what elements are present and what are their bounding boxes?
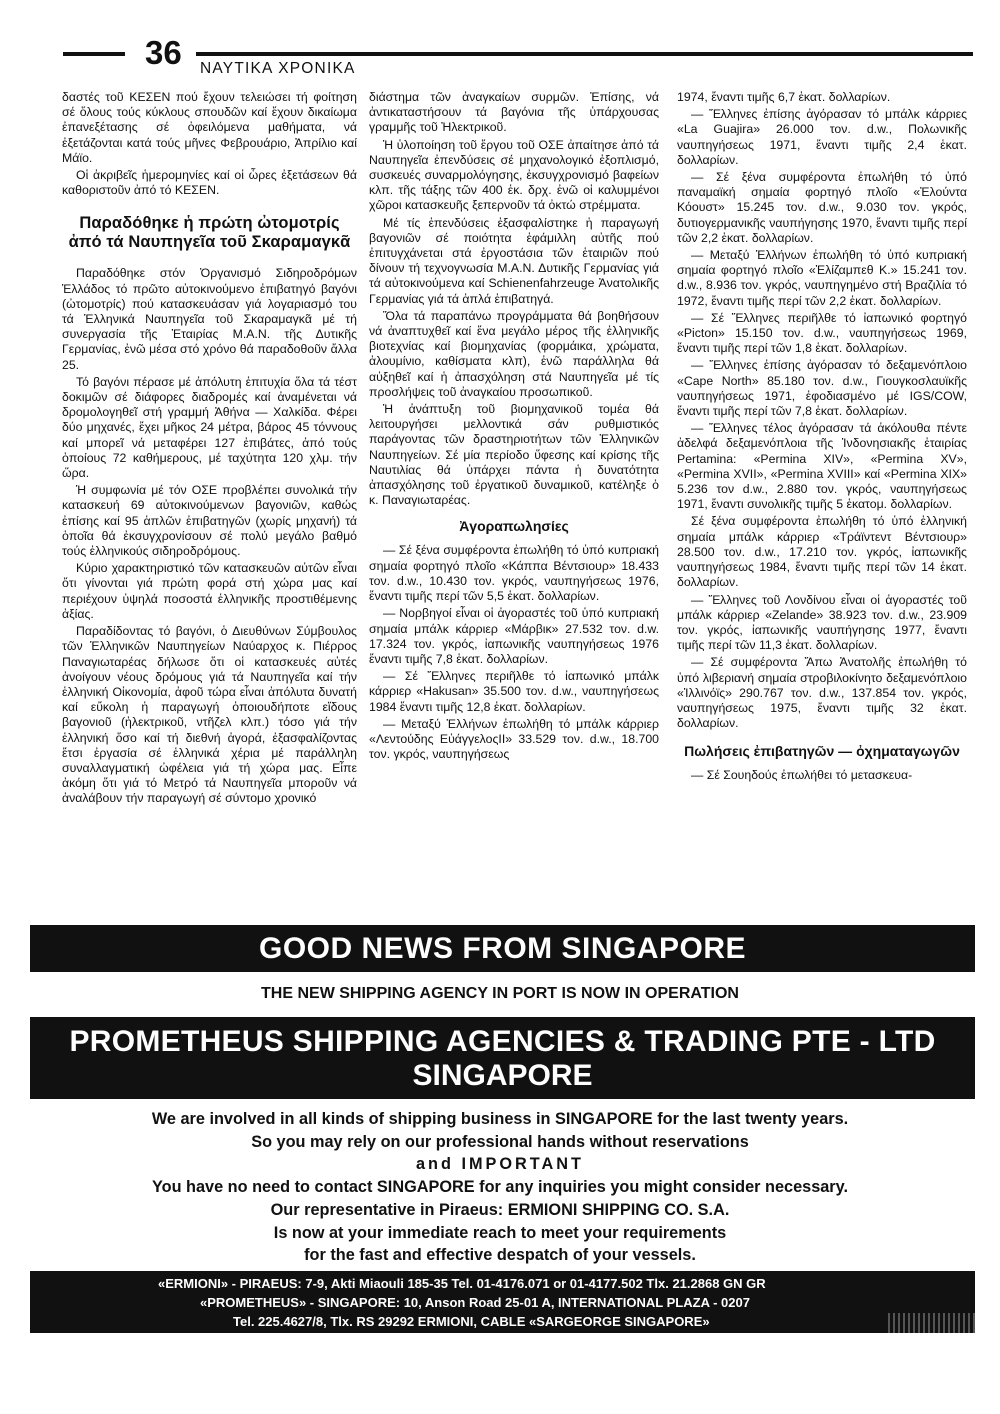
passenger-sales-item: — Σέ Σουηδούς ἐπωλήθει τό μετασκευα- [691, 768, 913, 783]
article2-paragraph: Ἡ ὑλοποίηση τοῦ ἔργου τοῦ ΟΣΕ ἀπαίτησε ἀπό τά Ναυπηγεῖα ἐπενδύσεις σέ μηχανολογικό ἐξοπλισμό, συσκευές συναρμολόγησης, ἐκσυγχρονισμό βαφείων κλπ. τῆς τάξης τῶν 400 ἑκ. δρχ. ἐνῶ οἱ καλυμμένοι χῶροι κατασκευῆς ξεπερνοῦν τά ὀκτώ στρέμματα. [369, 137, 659, 213]
ad-company-city: SINGAPORE [412, 1059, 593, 1092]
ad-body-line: and IMPORTANT [415, 1155, 585, 1174]
header-rule-right [196, 52, 973, 56]
page-header [63, 34, 973, 80]
sales-item: — Σέ ξένα συμφέροντα ἐπωλήθη τό ὑπό κυπριακή σημαία φορτηγό πλοῖο «Κάππα Βέντσιουρ» 18.433 τον. d.w., 10.430 τον. γκρός, ναυπηγήσεως 1976, ἔναντι τιμῆς περί τῶν 5,5 ἑκατ. δολλαρίων. [369, 543, 659, 604]
sales-item: — Ἕλληνες τέλος ἀγόρασαν τά ἀκόλουθα πέντε ἀδελφά δεξαμενόπλοια τῆς Ἰνδονησιακῆς ἑταιρίας Pertamina: «Permina XIV», «Permina XV», «Permina XVII», «Permina XVIII» καί «Permina XIX» 5.236 τον d.w., 2.880 τον. γκρός, ναυπηγήσεως 1971, ἔναντι συνολικῆς τιμῆς 5 ἑκατομ. δολλαρίων. [677, 421, 967, 512]
article2-paragraph: Τό βαγόνι πέρασε μέ ἀπόλυτη ἐπιτυχία ὅλα τά τέστ δοκιμῶν σέ διάφορες διαδρομές καί ἀναμένεται νά δρομολογηθεῖ στή γραμμή Ἀθήνα — Χαλκίδα. Φέρει δύο μηχανές, ἔχει μῆκος 24 μέτρα, βάρος 45 τόννους καί μπορεῖ νά μεταφέρει 127 ἐπιβάτες, ἀπό τούς ὁποίους 72 καθήμερους, μέ ταχύτητα 120 χλμ. τήν ὥρα. [62, 374, 357, 481]
ad-contact-line: «PROMETHEUS» - SINGAPORE: 10, Anson Road 25-01 A, INTERNATIONAL PLAZA - 0207 [200, 1295, 750, 1310]
sales-item: Σέ ξένα συμφέροντα ἐπωλήθη τό ὑπό ἑλληνική σημαία μπάλκ κάρριερ «Τράϊντεντ Βέντσιουρ» 28.500 τον. d.w., 17.210 τον. γκρός, ἰαπωνικῆς ναυπηγήσεως 1984, ἔναντι τιμῆς περί τῶν 14 ἑκατ. δολλαρίων. [677, 514, 967, 590]
ad-company-banner [30, 1017, 975, 1099]
sales-item: — Σέ συμφέροντα Ἄπω Ἀνατολῆς ἐπωλήθη τό ὑπό λιβεριανή σημαία στροβιλοκίνητο δεξαμενόπλοιο «Ἰλλινόϊς» 290.767 τον. d.w., 137.854 τον. γκρός, ναυπηγήσεως 1975, ἔναντι τιμῆς 32 ἑκατ. δολλαρίων. [677, 655, 967, 731]
ad-body-line: Our representative in Piraeus: ERMIONI SHIPPING CO. S.A. [270, 1200, 730, 1219]
sales-item: — Μεταξύ Ἑλλήνων ἐπωλήθη τό ὑπό κυπριακή σημαία φορτηγό πλοῖο «Ἐλίζαμπεθ Κ.» 15.241 τον. d.w., 8.936 τον. γκρός, ναυπηγημένο στή Βραζιλία τό 1972, ἔναντι τιμῆς περί τῶν 2,2 ἑκατ. δολλαρίων. [677, 248, 967, 308]
sales-item: — Σέ ξένα συμφέροντα ἐπωλήθη τό ὑπό παναμαϊκή σημαία φορτηγό πλοῖο «Ἐλούντα Κόουστ» 15.245 τον. d.w., 9.030 τον. γκρός, δυτιογερμανικῆς ναυπήγησης 1970, ἔναντι τιμῆς περί τῶν 2,2 ἑκατ. δολλαρίων. [677, 170, 967, 245]
header-rule-left [63, 52, 125, 56]
ad-body-line: for the fast and effective despatch of your vessels. [304, 1246, 696, 1265]
magazine-title: ΝΑΥΤΙΚΑ ΧΡΟΝΙΚΑ [200, 60, 356, 77]
sales-title: Ἀγοραπωλησίες [459, 518, 569, 535]
ad-body [0, 1108, 1000, 1267]
sales-item: — Νορβηγοί εἶναι οἱ ἀγοραστές τοῦ ὑπό κυπριακή σημαία μπάλκ κάρριερ «Μάρβικ» 27.532 τον. d.w. 17.324 τον. γκρός, ἰαπωνικῆς ναυπηγήσεως 1976 ἔναντι τιμῆς 7,8 ἑκατ. δολλαρίων. [369, 606, 659, 666]
sales-item: 1974, ἔναντι τιμῆς 6,7 ἑκατ. δολλαρίων. [677, 90, 891, 104]
article2-paragraph: Ὅλα τά παραπάνω προγράμματα θά βοηθήσουν νά ἀναπτυχθεῖ καί ἕνα μεγάλο μέρος τῆς ἑλληνικῆς βιοτεχνίας καί βιομηχανίας (φορμάικα, χρώματα, ἀλουμίνιο, καθίσματα κλπ), ἐνῶ παράλληλα θά αὐξηθεῖ καί ἡ ἀπασχόληση στά Ναυπηγεῖα μέ τίς προσλήψεις τοῦ ἀναγκαίου προσωπικοῦ. [369, 308, 659, 399]
article1-paragraph: δαστές τοῦ ΚΕΣΕΝ πού ἔχουν τελειώσει τή φοίτηση σέ ὅλους τούς κύκλους σπουδῶν καί ἔχουν δικαίωμα ἐπανεξέτασης σέ ὀφειλόμενα μαθήματα, νά ἐξετάζονται κατά τούς μῆνες Φεβρουάριο, Ἀπρίλιο καί Μάϊο. [62, 90, 357, 165]
ad-contact-line: «ERMIONI» - PIRAEUS: 7-9, Akti Miaouli 185-35 Tel. 01-4176.071 or 01-4177.502 Tlx. 21.2868 GN GR [158, 1276, 766, 1291]
article2-paragraph: Μέ τίς ἐπενδύσεις ἐξασφαλίστηκε ἡ παραγωγή βαγονιῶν σέ ποιότητα ἐφάμιλλη αὐτῆς πού ἐπιτυγχάνεται στά ἐργοστάσια τῶν ἑταιριῶν πού δίνουν τή τεχνογνωσία Μ.Α.Ν. Δυτικῆς Γερμανίας γιά τά αὐτοκινούμενα καί Schienenfahrzeuge Ἀνατολικῆς Γερμανίας γιά τά ἁπλά ἐπιβατηγά. [369, 215, 659, 306]
article1-paragraph: Οἱ ἀκριβεῖς ἡμερομηνίες καί οἱ ὧρες ἐξετάσεων θά καθοριστοῦν ἀπό τό ΚΕΣΕΝ. [62, 168, 357, 198]
sales-item: — Μεταξύ Ἑλλήνων ἐπωλήθη τό μπάλκ κάρριερ «Λεντούδης ΕὐάγγελοςΙΙ» 33.529 τον. d.w., 18.700 τον. γκρός, ναυπηγήσεως [369, 716, 659, 762]
article2-title: Παραδόθηκε ἡ πρώτη ὠτομοτρίς ἀπό τά Ναυπηγεῖα τοῦ Σκαραμαγκᾶ [68, 214, 351, 252]
sales-item: — Σέ Ἕλληνες περιῆλθε τό ἰαπωνικό μπάλκ κάρριερ «Hakusan» 35.500 τον. d.w., ναυπηγήσεως 1984 ἔναντι τιμῆς 12,8 ἑκατ. δολλαρίων. [369, 669, 659, 714]
article2-paragraph: διάστημα τῶν ἀναγκαίων συρμῶν. Ἐπίσης, νά ἀντικαταστήσουν τά βαγόνια τῆς ὑπάρχουσας γραμμῆς τοῦ Ἠλεκτρικοῦ. [369, 90, 659, 135]
sales-item: — Ἕλληνες τοῦ Λονδίνου εἶναι οἱ ἀγοραστές τοῦ μπάλκ κάρριερ «Zelande» 38.923 τον. d.w., 23.909 τον. γκρός, ἰαπωνικῆς ναυπήγησης 1977, ἔναντι τιμῆς περί τῶν 11,3 ἑκατ. δολλαρίων. [677, 592, 967, 653]
ad-body-line: We are involved in all kinds of shipping business in SINGAPORE for the last twenty years. [151, 1110, 849, 1128]
ad-contact-line: Tel. 225.4627/8, Tlx. RS 29292 ERMIONI, CABLE «SARGEORGE SINGAPORE» [233, 1314, 710, 1329]
print-smudge [885, 1313, 975, 1333]
ad-body-line: You have no need to contact SINGAPORE for any inquiries you might consider necessary. [151, 1178, 849, 1197]
ad-company-name: PROMETHEUS SHIPPING AGENCIES & TRADING PTE - LTD [69, 1025, 936, 1058]
article2-paragraph: Παραδίδοντας τό βαγόνι, ὁ Διευθύνων Σύμβουλος τῶν Ἑλληνικῶν Ναυπηγείων Ναύαρχος κ. Πιέρρος Παναγιωταρέας δήλωσε ὅτι οἱ κατασκευές αὐτές ἀνοίγουν νέους δρόμους γιά τά Ναυπηγεῖα καί τήν ἑλληνική Οἰκονομία, ἀφοῦ τώρα εἶναι ἀπόλυτα δυνατή καί εὔκολη ἡ παραγωγή ὁποιουδήποτε εἴδους βαγονιοῦ (ἠλεκτρικοῦ, ντῆζελ κλπ.) τόσο γιά τήν ἑλληνική ὅσο καί τή διεθνή ἀγορά, ἐξασφαλίζοντας ἔτσι ἐργασία σέ ἑλληνικά χέρια μέ παράλληλη συναλλαγματική ὠφέλεια γιά τή χώρα μας. Εἶπε ἀκόμη ὅτι γιά τό Μετρό τά Ναυπηγεῖα μποροῦν νά ἀναλάβουν τήν παραγωγή σέ σύντομο χρονικό [62, 624, 357, 806]
column-1 [62, 90, 357, 809]
article2-paragraph: Κύριο χαρακτηριστικό τῶν κατασκευῶν αὐτῶν εἶναι ὅτι γίνονται γιά πρώτη φορά στή χώρα μας καί περιέχουν ὑψηλά ποσοστά ἑλληνικῆς προστιθέμενης ἀξίας. [62, 561, 357, 621]
sales-item: — Σέ Ἕλληνες περιῆλθε τό ἰαπωνικό φορτηγό «Picton» 15.150 τον. d.w., ναυπηγήσεως 1969, ἔναντι τιμῆς περί τῶν 1,8 ἑκατ. δολλαρίων. [677, 310, 967, 356]
sales-item: — Ἕλληνες ἐπίσης ἀγόρασαν τό δεξαμενόπλοιο «Cape North» 85.180 τον. d.w., Γιουγκοσλαυϊκῆς ναυπηγήσεως 1971, ἐφοδιασμένο μέ IGS/COW, ἔναντι τιμῆς περί τῶν 7,8 ἑκατ. δολλαρίων. [677, 358, 967, 419]
article2-paragraph: Ἡ συμφωνία μέ τόν ΟΣΕ προβλέπει συνολικά τήν κατασκευή 69 αὐτοκινούμενων βαγονιῶν, καθώς ἐπίσης καί 95 ἁπλῶν ἐπιβατηγῶν (χωρίς μηχανή) τά ὁποῖα θά ἐκσυγχρονίσουν σέ πολύ μεγάλο βαθμό τούς ἑλληνικούς σιδηροδρόμους. [62, 483, 357, 559]
ad-body-line: So you may rely on our professional hands without reservations [251, 1132, 749, 1151]
page-number: 36 [145, 34, 182, 71]
passenger-sales-title: Πωλήσεις ἐπιβατηγῶν — ὀχηματαγωγῶν [684, 743, 960, 760]
column-2 [369, 90, 659, 764]
column-3 [677, 90, 967, 786]
ad-contacts [30, 1271, 975, 1333]
ad-subheadline: THE NEW SHIPPING AGENCY IN PORT IS NOW IN OPERATION [261, 985, 739, 1002]
article2-paragraph: Ἡ ἀνάπτυξη τοῦ βιομηχανικοῦ τομέα θά λειτουργήσει μελλοντικά σάν ρυθμιστικός παράγοντας τῶν δραστηριοτήτων τῶν Ἑλληνικῶν Ναυπηγείων. Σέ μία περίοδο ὕφεσης καί κρίσης τῆς Ναυτιλίας θά ὑπάρχει πάντα ἡ δυνατότητα ἀπασχόλησης τοῦ ἐργατικοῦ δυναμικοῦ, κατέληξε ὁ κ. Παναγιωταρέας. [369, 402, 659, 508]
ad-body-line: Is now at your immediate reach to meet your requirements [273, 1223, 727, 1242]
ad-headline: GOOD NEWS FROM SINGAPORE [30, 925, 975, 972]
article2-paragraph: Παραδόθηκε στόν Ὀργανισμό Σιδηροδρόμων Ἑλλάδος τό πρῶτο αὐτοκινούμενο ἐπιβατηγό βαγόνι (ὠτομοτρίς) πού κατασκευάσαν γιά λογαριασμό του τά Ἑλληνικά Ναυπηγεῖα τοῦ Σκαραμαγκᾶ μέ τή συνεργασία τῆς Ἑταιρίας Μ.Α.Ν. τῆς Δυτικῆς Γερμανίας, ἐνῶ μέσα στό χρόνο θά παραδοθοῦν ἄλλα 25. [62, 266, 357, 372]
sales-item: — Ἕλληνες ἐπίσης ἀγόρασαν τό μπάλκ κάρριες «La Guajira» 26.000 τον. d.w., Πολωνικῆς ναυπηγήσεως 1971, ἔναντι τιμῆς 2,4 ἑκατ. δολλαρίων. [677, 107, 967, 167]
